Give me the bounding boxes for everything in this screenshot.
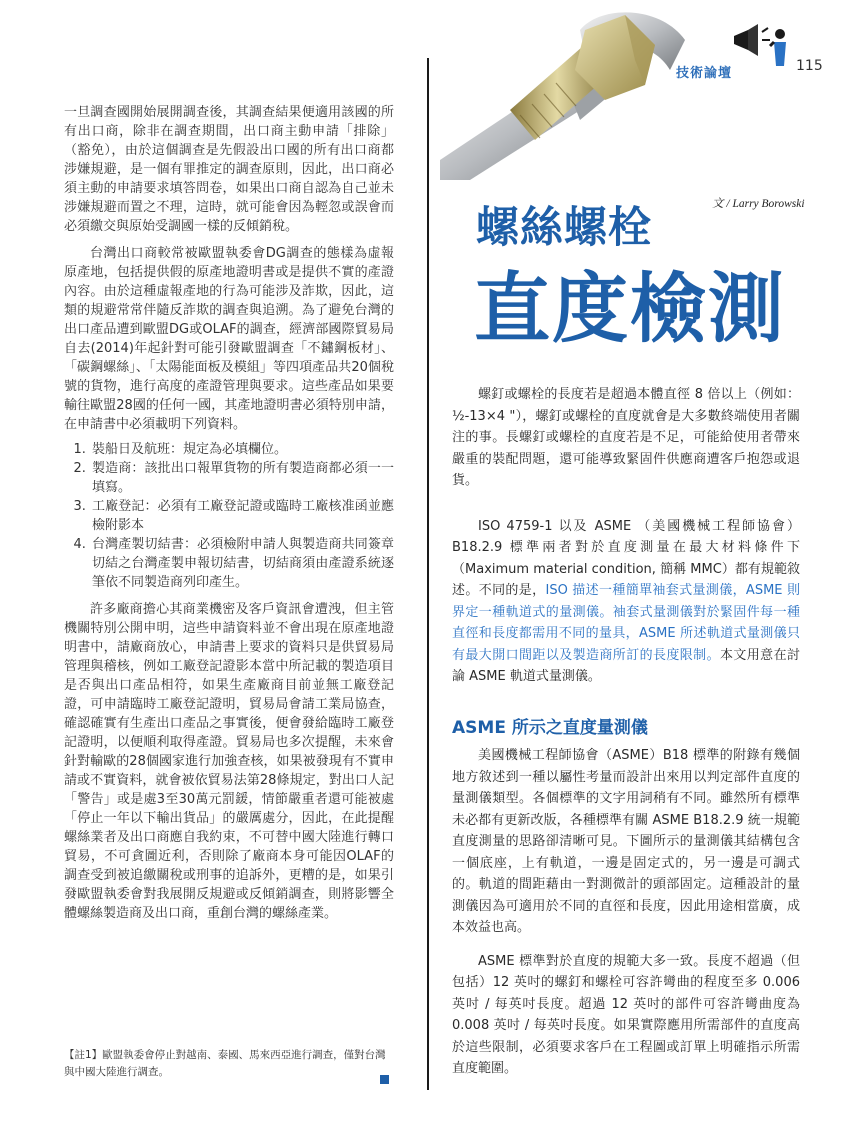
lead-paragraph: 螺釘或螺栓的長度若是超過本體直徑 8 倍以上（例如：½-13×4 "），螺釘或螺栓的直度就會是大多數終端使用者關注的事。長螺釘或螺栓的直度若是不足，可能給使用者帶來嚴重的裝配問題，還可能導致緊固件供應商遭客戶抱怨或退貨。 (452, 387, 800, 488)
section-label: 技術論壇 (676, 66, 733, 81)
megaphone-person-icon (730, 22, 792, 72)
footnote: 【註1】歐盟執委會停止對越南、泰國、馬來西亞進行調查，僅對台灣與中國大陸進行調查。 (64, 1049, 386, 1078)
right-column (452, 384, 800, 1080)
left-paragraph-2: 台灣出口商較常被歐盟執委會DG調查的態樣為虛報原產地，包括提供假的原產地證明書或是提供不實的產證內容。由於這種虛報產地的行為可能涉及詐欺，因此，這類的規避常常伴隨反詐欺的調查與追溯。為了避免台灣的出口產品遭到歐盟DG或OLAF的調查，經濟部國際貿易局自去(2014)年起針對可能引發歐盟調查「不鏽鋼板材」、「碳鋼螺絲」、「太陽能面板及模組」等四項產品共20個稅號的貨物，進行高度的產證管理與要求。這些產品如果要輸往歐盟28國的任何一國，其產地證明書必須特別申請，在申請書中必須載明下列資料。 (64, 246, 394, 432)
page-number: 115 (796, 58, 823, 74)
left-paragraph-3: 許多廠商擔心其商業機密及客戶資訊會遭洩，但主管機關特別公開申明，這些申請資料並不會出現在原產地證明書中，請廠商放心，申請書上要求的資料只是供貿易局管理與稽核，例如工廠登記證影本當中所記載的製造項目是否與出口產品相符，如果生產廠商目前並無工廠登記證，可申請臨時工廠登記證明，貿易局會請工業局協查，確認確實有生產出口產品之事實後，便會發給臨時工廠登記證明，以便順利取得產證。貿易局也多次提醒，未來會針對輸歐的28個國家進行加強查核，如果被發現有不實申請或不實資料，就會被依貿易法第28條規定，對出口人記「警告」或是處3至30萬元罰鍰，情節嚴重者還可能被處「停止一年以下輸出貨品」的嚴厲處分，因此，在此提醒螺絲業者及出口商應自我約束，不可替中國大陸進行轉口貿易，不可貪圖近利，否則除了廠商本身可能因OLAF的調查受到被追繳關稅或刑事的追訴外，更糟的是，如果引發歐盟執委會對我展開反規避或反傾銷調查，則將影響全體螺絲製造商及出口商，重創台灣的螺絲產業。 (64, 602, 394, 921)
requirements-list (64, 440, 394, 592)
article-title-line2: 直度檢測 (474, 264, 786, 353)
article-end-mark (380, 1075, 389, 1084)
column-divider (427, 58, 429, 1090)
standards-text-a: ISO 4759-1 以及 ASME （美國機械工程師協會）B18.2.9 標準兩者對於直度測量在最大材料條件下（Maximum material condition, 簡稱 MMC）都有規範敘述。不同的是， (452, 518, 800, 598)
wrench-bolt-image (440, 0, 690, 180)
asme-paragraph: 美國機械工程師協會（ASME）B18 標準的附錄有幾個地方敘述到一種以屬性考量而設計出來用以判定部件直度的量測儀類型。各個標準的文字用詞稍有不同。雖然所有標準未必都有更新改版，各種標準有關 ASME B18.2.9 統一規範直度測量的思路卻清晰可見。下圖所示的量測儀其結構包含一個底座，上有軌道，一邊是固定式的，另一邊是可調式的。軌道的間距藉由一對測微計的頭部固定。這種設計的量測儀因為可適用於不同的直徑和長度，因此用途相當廣，成本效益也高。 (452, 748, 800, 935)
list-item: 3. 工廠登記：必須有工廠登記證或臨時工廠核准函並應檢附影本 (90, 497, 394, 535)
standards-text-c: 本文用意在討論 ASME 軌道式量測儀。 (452, 647, 800, 684)
left-column (64, 103, 394, 923)
left-paragraph-1: 一旦調查國開始展開調查後，其調查結果便適用該國的所有出口商，除非在調查期間，出口商主動申請「排除」（豁免），由於這個調查是先假設出口國的所有出口商都涉嫌規避，是一個有罪推定的調查原則，因此，出口商必須主動的申請要求填答問卷，如果出口商自認為自己並未涉嫌規避而置之不理，這時，就可能會因為輕忽或誤會而必須繳交與原始受調國一樣的反傾銷稅。 (64, 105, 394, 234)
list-item: 1. 裝船日及航班：規定為必填欄位。 (90, 440, 394, 459)
standards-paragraph (452, 516, 800, 688)
standards-highlight: ISO 描述一種簡單袖套式量測儀，ASME 則界定一種軌道式的量測儀。袖套式量測儀對於緊固件每一種直徑和長度都需用不同的量具，ASME 所述軌道式量測儀只有最大開口間距以及製造商所訂的長度限制。 (452, 583, 800, 663)
tolerance-paragraph: ASME 標準對於直度的規範大多一致。長度不超過（但包括）12 英吋的螺釘和螺栓可容許彎曲的程度至多 0.006 英吋 / 每英吋長度。超過 12 英吋的部件可容許彎曲度為 0.008 英吋 / 每英吋長度。如果實際應用所需部件的直度高於這些限制，必須要求客戶在工程圖或訂單上明確指示所需直度範圍。 (452, 953, 800, 1076)
section-heading: ASME 所示之直度量測儀 (452, 717, 648, 738)
author-credit: 文 / Larry Borowski (712, 198, 805, 210)
article-title-line1: 螺絲螺栓 (476, 203, 652, 253)
list-item: 4. 台灣產製切結書：必須檢附申請人與製造商共同簽章切結之台灣產製申報切結書，切結商須由產證系統逐筆依不同製造商列印產生。 (90, 535, 394, 592)
list-item: 2. 製造商：該批出口報單貨物的所有製造商都必須一一填寫。 (90, 459, 394, 497)
